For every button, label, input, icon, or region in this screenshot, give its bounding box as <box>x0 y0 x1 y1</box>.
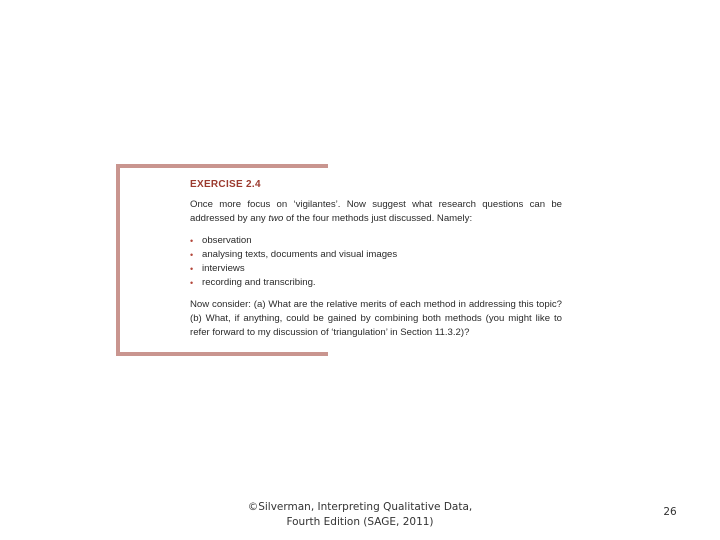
bullet-icon: • <box>190 250 194 260</box>
methods-list <box>190 234 562 290</box>
footer-citation <box>200 500 520 530</box>
box-border-top <box>116 164 328 168</box>
exercise-intro <box>190 198 562 226</box>
citation-line-1: ©Silverman, Interpreting Qualitative Data, <box>247 501 473 513</box>
box-border-bottom <box>116 352 328 356</box>
list-item-label: analysing texts, documents and visual images <box>202 249 398 260</box>
list-item <box>190 262 562 276</box>
list-item-label: recording and transcribing. <box>202 277 316 288</box>
bullet-icon: • <box>190 278 194 288</box>
exercise-content <box>190 178 562 340</box>
intro-text-start: Once more focus on ‘vigilantes’. Now suggest what research questions can be addressed by any <box>190 199 562 224</box>
intro-italic-word: two <box>268 213 284 224</box>
list-item <box>190 276 562 290</box>
list-item <box>190 234 562 248</box>
bullet-icon: • <box>190 236 194 246</box>
list-item-label: interviews <box>202 263 245 274</box>
bullet-icon: • <box>190 264 194 274</box>
page-number: 26 <box>663 506 677 518</box>
exercise-closing: Now consider: (a) What are the relative merits of each method in addressing this topic? (b) What, if anything, could be gained by combining both methods (you might like to refer forward to my discussion of ‘triangulation’ in Section 11.3.2)? <box>190 299 562 338</box>
exercise-heading: EXERCISE 2.4 <box>190 179 261 190</box>
list-item-label: observation <box>202 235 252 246</box>
list-item <box>190 248 562 262</box>
intro-text-end: of the four methods just discussed. Namely: <box>283 213 473 224</box>
citation-line-2: Fourth Edition (SAGE, 2011) <box>286 516 434 528</box>
exercise-box <box>116 164 566 356</box>
box-border-left <box>116 164 120 356</box>
